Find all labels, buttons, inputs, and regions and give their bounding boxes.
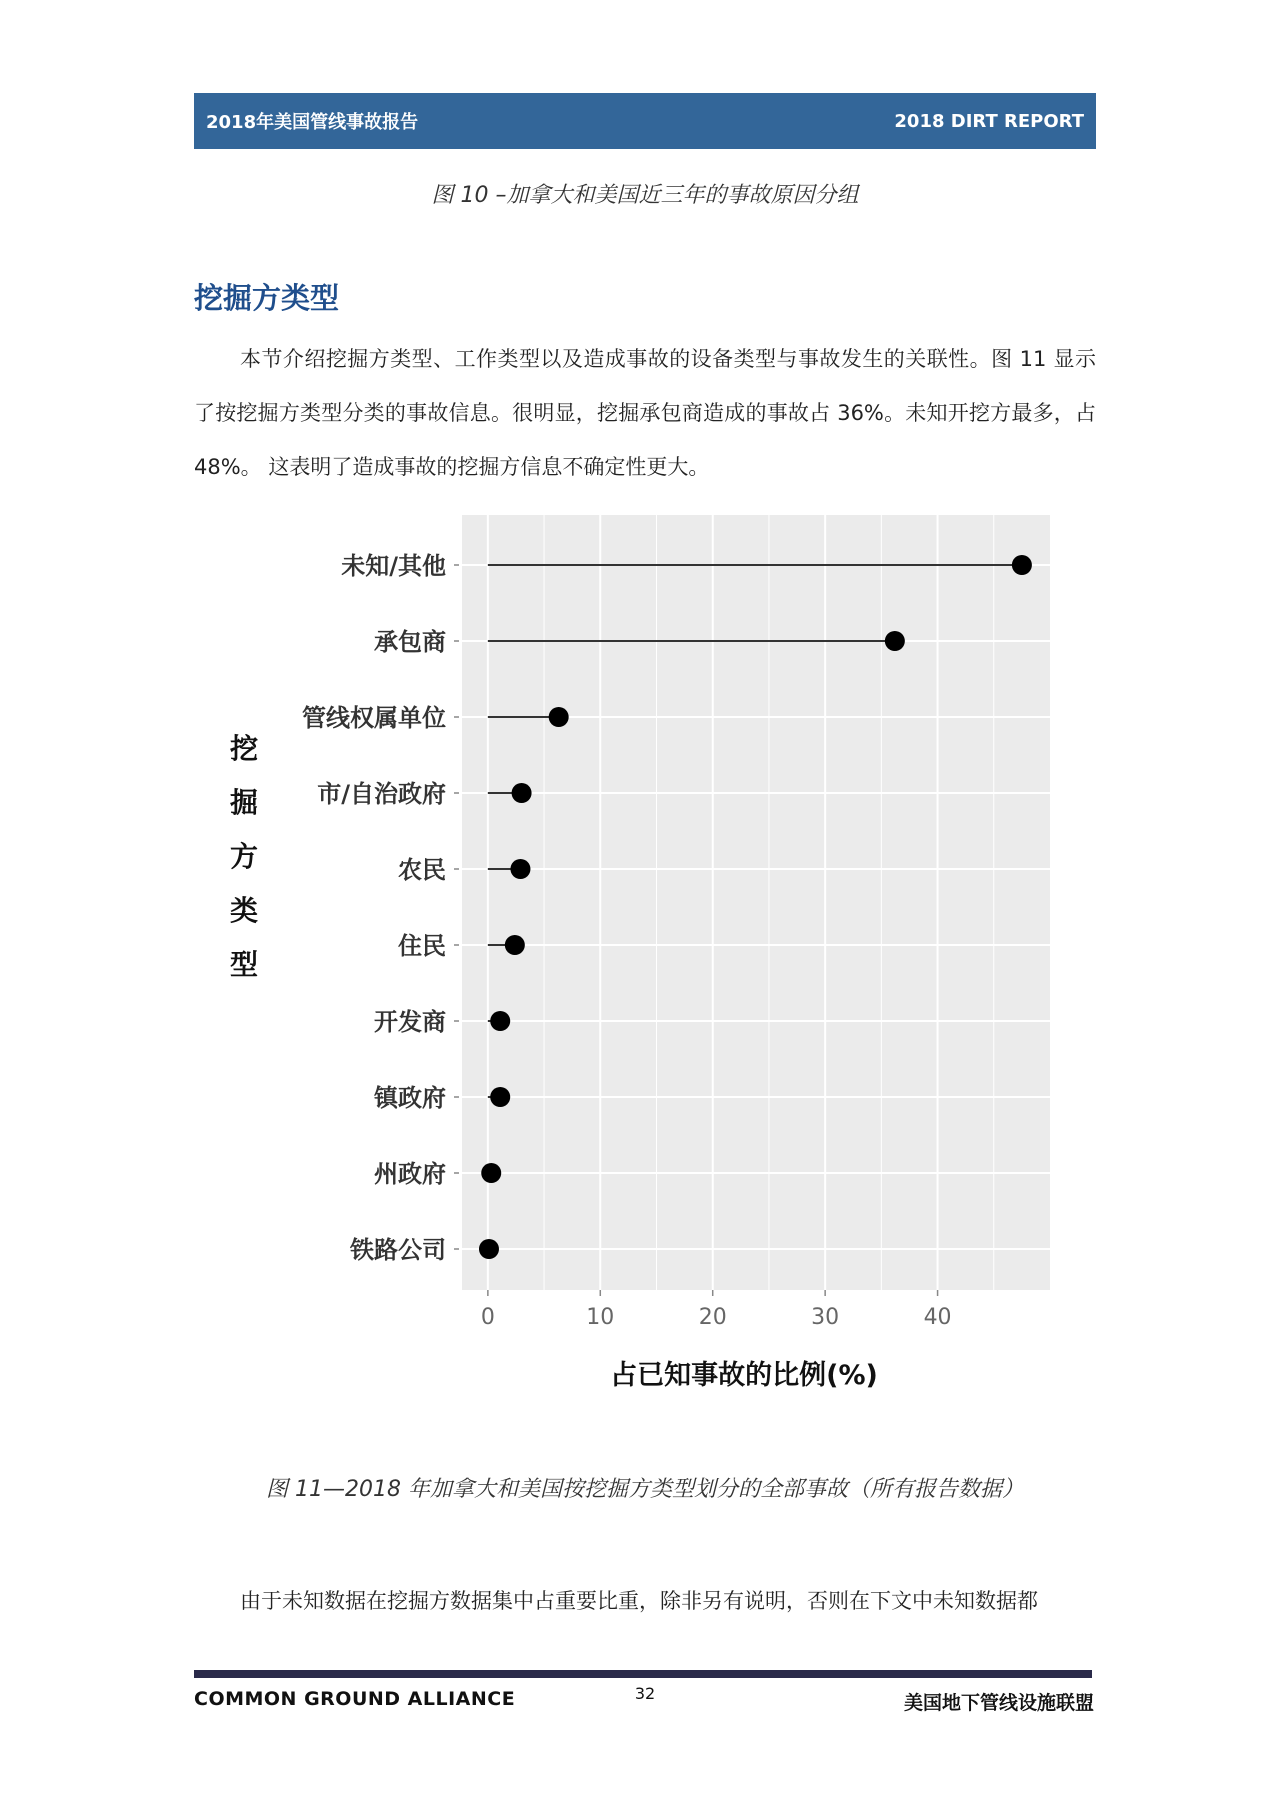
lollipop-point: [505, 935, 525, 955]
y-tick-label: 州政府: [374, 1160, 446, 1188]
section-title: 挖掘方类型: [194, 281, 340, 315]
lollipop-chart: [194, 505, 1094, 1405]
y-tick-label: 承包商: [374, 628, 446, 656]
lollipop-point: [481, 1163, 501, 1183]
y-tick-label: 铁路公司: [350, 1236, 446, 1264]
paragraph-continued: 由于未知数据在挖掘方数据集中占重要比重，除非另有说明，否则在下文中未知数据都: [240, 1589, 1038, 1613]
lollipop-point: [885, 631, 905, 651]
x-tick-labels: [481, 1290, 952, 1330]
figure-11-caption: 图 11—2018 年加拿大和美国按挖掘方类型划分的全部事故（所有报告数据）: [266, 1477, 1024, 1502]
lollipop-point: [490, 1087, 510, 1107]
y-tick-label: 市/自治政府: [317, 780, 446, 808]
y-tick-label: 镇政府: [374, 1084, 446, 1112]
y-axis-title-char: 掘: [229, 786, 259, 819]
section-paragraph: 本节介绍挖掘方类型、工作类型以及造成事故的设备类型与事故发生的关联性。图 11 显示了按挖掘方类型分类的事故信息。很明显，挖掘承包商造成的事故占 36%。未知开挖方最多，占 48%。 这表明了造成事故的挖掘方信息不确定性更大。: [194, 347, 1096, 479]
x-tick-label: 20: [698, 1305, 727, 1330]
lollipop-point: [549, 707, 569, 727]
header-bar: [194, 93, 1096, 149]
footer-org-name: COMMON GROUND ALLIANCE: [194, 1688, 516, 1710]
y-axis-title-char: 方: [229, 840, 259, 873]
y-tick-labels: [302, 552, 459, 1264]
lollipop-point: [490, 1011, 510, 1031]
y-tick-label: 农民: [398, 856, 446, 884]
x-tick-label: 0: [480, 1305, 495, 1330]
page-number: 32: [634, 1684, 656, 1703]
x-tick-label: 10: [586, 1305, 615, 1330]
footer-org-name-cn: 美国地下管线设施联盟: [903, 1692, 1094, 1714]
y-axis-title-char: 挖: [229, 732, 259, 765]
header-title-left: 2018年美国管线事故报告: [206, 112, 419, 133]
y-tick-label: 开发商: [374, 1008, 446, 1036]
y-axis-title-char: 类: [229, 894, 259, 927]
y-axis-title-char: 型: [229, 948, 259, 981]
y-axis-title: [230, 732, 258, 981]
y-tick-label: 管线权属单位: [302, 704, 446, 732]
lollipop-point: [510, 859, 530, 879]
footer-rule: [194, 1670, 1092, 1678]
x-tick-label: 30: [811, 1305, 840, 1330]
x-tick-label: 40: [923, 1305, 952, 1330]
y-tick-label: 住民: [398, 932, 446, 960]
x-axis-title: 占已知事故的比例(%): [610, 1360, 878, 1391]
header-title-right: 2018 DIRT REPORT: [894, 110, 1084, 132]
figure-10-caption: 图 10 –加拿大和美国近三年的事故原因分组: [431, 183, 859, 208]
y-tick-label: 未知/其他: [341, 552, 446, 580]
lollipop-point: [479, 1239, 499, 1259]
lollipop-point: [1012, 555, 1032, 575]
lollipop-point: [512, 783, 532, 803]
